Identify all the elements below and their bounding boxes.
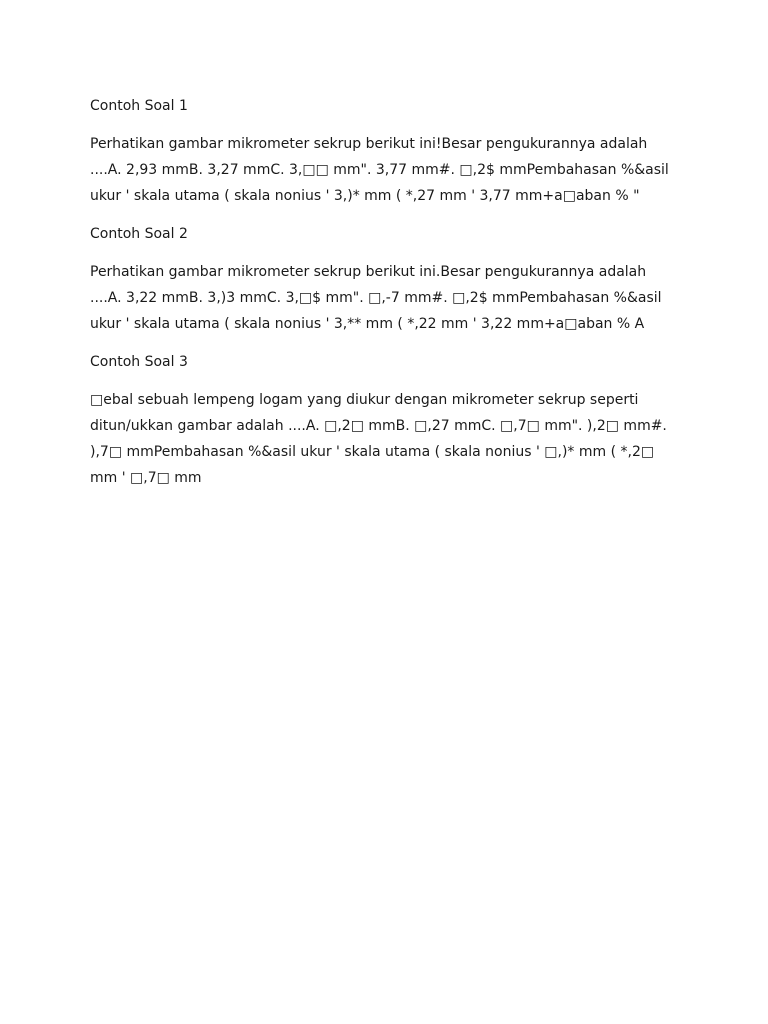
section-3-title: Contoh Soal 3: [90, 354, 188, 370]
section-2-title: Contoh Soal 2: [90, 226, 188, 242]
section-1-title: Contoh Soal 1: [90, 98, 188, 114]
section-1-body: Perhatikan gambar mikrometer sekrup berikut ini!Besar pengukurannya adalah ....A. 2,93 mmB. 3,27 mmC. 3,□□ mm". 3,77 mm#. □,2$ mmPembahasan %&asil ukur ' skala utama ( skala nonius ' 3,)* mm ( *,27 mm ' 3,77 mm+a□aban % ": [90, 136, 669, 204]
document-content: [90, 93, 680, 503]
section-3-body: □ebal sebuah lempeng logam yang diukur dengan mikrometer sekrup seperti ditun/ukkan gambar adalah ....A. □,2□ mmB. □,27 mmC. □,7□ mm". ),2□ mm#. ),7□ mmPembahasan %&asil ukur ' skala utama ( skala nonius ' □,)* mm ( *,2□ mm ' □,7□ mm: [90, 392, 667, 486]
section-2-body: Perhatikan gambar mikrometer sekrup berikut ini.Besar pengukurannya adalah ....A. 3,22 mmB. 3,)3 mmC. 3,□$ mm". □,-7 mm#. □,2$ mmPembahasan %&asil ukur ' skala utama ( skala nonius ' 3,** mm ( *,22 mm ' 3,22 mm+a□aban % A: [90, 264, 662, 332]
